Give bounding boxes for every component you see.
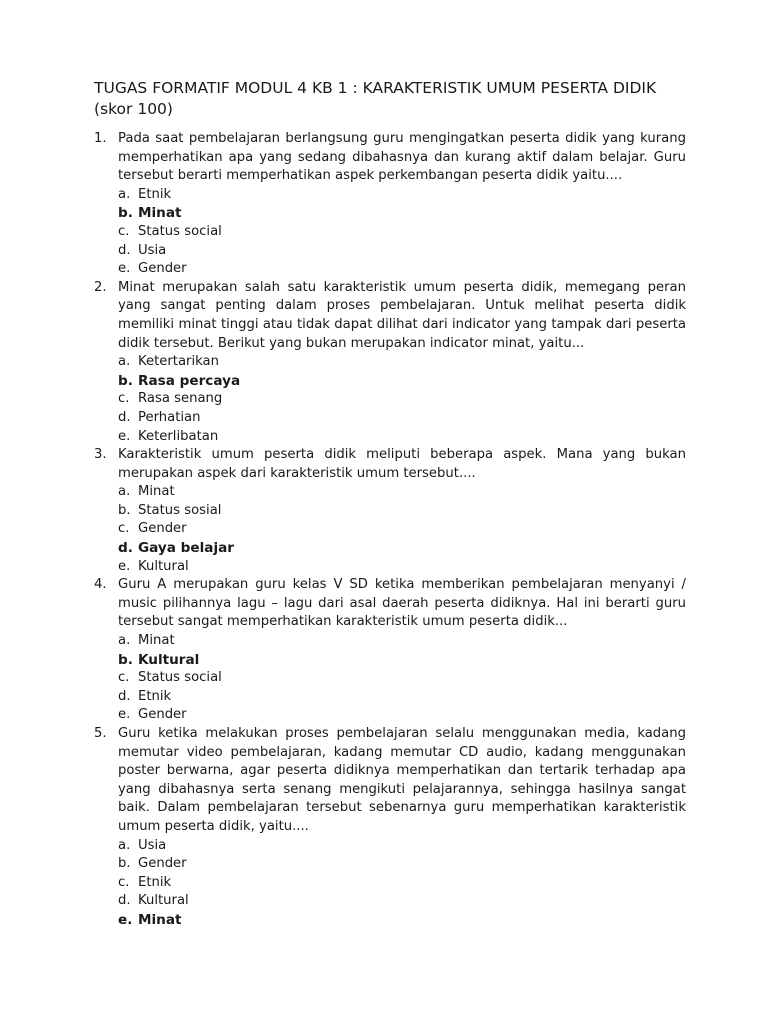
document-title: TUGAS FORMATIF MODUL 4 KB 1 : KARAKTERISTIK UMUM PESERTA DIDIK (skor 100) [94, 79, 657, 118]
question-number: 3. [94, 447, 107, 463]
question-text: Karakteristik umum peserta didik meliputi beberapa aspek. Mana yang bukan merupakan aspek dari karakteristik umum tersebut.... [118, 447, 686, 481]
option-c [118, 669, 686, 688]
question-5 [94, 725, 686, 930]
option-letter: a. [118, 354, 131, 370]
option-list [118, 186, 686, 279]
question-1 [94, 130, 686, 279]
option-list [118, 837, 686, 930]
question-text: Guru A merupakan guru kelas V SD ketika memberikan pembelajaran menyanyi / music pilihannya lagu – lagu dari asal daerah peserta didiknya. Hal ini berarti guru tersebut sangat memperhatikan karakteristik umum peserta didik... [118, 577, 686, 630]
option-a [118, 186, 686, 205]
option-text: Etnik [138, 874, 172, 890]
option-c [118, 390, 686, 409]
option-text: Status social [138, 670, 222, 686]
option-e [118, 558, 686, 577]
option-d-answer [118, 539, 686, 558]
option-text: Kultural [138, 893, 189, 909]
option-letter: e. [118, 428, 131, 444]
option-text: Keterlibatan [138, 428, 219, 444]
question-number: 2. [94, 279, 107, 295]
option-d [118, 892, 686, 911]
option-d [118, 688, 686, 707]
option-list [118, 483, 686, 576]
option-e [118, 428, 686, 447]
question-text: Minat merupakan salah satu karakteristik umum peserta didik, memegang peran yang sangat penting dalam proses pembelajaran. Untuk melihat peserta didik memiliki minat tinggi atau tidak dapat dilihat dari indicator yang tampak dari peserta didik tersebut. Berikut yang bukan merupakan indicator minat, yaitu... [118, 279, 686, 351]
option-b-answer [118, 651, 686, 670]
question-text: Pada saat pembelajaran berlangsung guru mengingatkan peserta didik yang kurang memperhatikan apa yang sedang dibahasnya dan kurang aktif dalam belajar. Guru tersebut berarti memperhatikan aspek perkembangan peserta didik yaitu.... [118, 131, 686, 184]
option-e [118, 260, 686, 279]
option-d [118, 409, 686, 428]
option-text: Etnik [138, 186, 172, 202]
option-text: Status social [138, 223, 222, 239]
option-b-answer [118, 204, 686, 223]
option-text: Gender [138, 707, 187, 723]
option-b [118, 502, 686, 521]
option-a [118, 837, 686, 856]
option-b [118, 855, 686, 874]
option-letter: c. [118, 521, 130, 537]
document-page [94, 78, 686, 930]
option-letter: a. [118, 837, 131, 853]
option-d [118, 242, 686, 261]
question-2 [94, 279, 686, 446]
option-text: Perhatian [138, 409, 201, 425]
option-text: Kultural [138, 558, 189, 574]
option-text: Rasa senang [138, 391, 223, 407]
option-b-answer [118, 372, 686, 391]
option-text: Ketertarikan [138, 354, 219, 370]
option-text: Etnik [138, 688, 172, 704]
option-text: Gender [138, 856, 187, 872]
option-letter: b. [118, 856, 131, 872]
option-c [118, 223, 686, 242]
option-list [118, 632, 686, 725]
option-letter: c. [118, 670, 130, 686]
option-letter: a. [118, 633, 131, 649]
option-letter: a. [118, 186, 131, 202]
option-text: Gender [138, 261, 187, 277]
option-text: Minat [138, 911, 182, 928]
option-letter: e. [118, 558, 131, 574]
question-3 [94, 446, 686, 576]
option-letter: e. [118, 911, 133, 928]
option-letter: e. [118, 261, 131, 277]
question-number: 1. [94, 131, 107, 146]
option-a [118, 483, 686, 502]
option-text: Kultural [138, 651, 200, 668]
option-c [118, 520, 686, 539]
option-text: Minat [138, 484, 175, 500]
option-letter: b. [118, 502, 131, 518]
option-a [118, 632, 686, 651]
option-text: Minat [138, 205, 182, 222]
option-a [118, 353, 686, 372]
option-text: Status sosial [138, 502, 222, 518]
option-text: Rasa percaya [138, 372, 241, 389]
option-text: Minat [138, 633, 175, 649]
option-letter: c. [118, 223, 130, 239]
question-text: Guru ketika melakukan proses pembelajaran selalu menggunakan media, kadang memutar video pembelajaran, kadang memutar CD audio, kadang menggunakan poster berwarna, agar peserta didiknya memperhatikan dan tertarik terhadap apa yang dibahasnya serta senang mengikuti pelajarannya, sehingga hasilnya sangat baik. Dalam pembelajaran tersebut sebenarnya guru memperhatikan karakteristik umum peserta didik, yaitu.... [118, 726, 686, 834]
option-letter: b. [118, 651, 133, 668]
question-number: 4. [94, 577, 107, 593]
option-letter: c. [118, 391, 130, 407]
option-e-answer [118, 911, 686, 930]
option-letter: d. [118, 688, 131, 704]
option-letter: d. [118, 893, 131, 909]
option-text: Usia [138, 242, 167, 258]
option-letter: a. [118, 484, 131, 500]
option-letter: b. [118, 372, 133, 389]
option-c [118, 874, 686, 893]
option-e [118, 706, 686, 725]
option-text: Gaya belajar [138, 540, 234, 557]
option-letter: b. [118, 205, 133, 222]
option-letter: d. [118, 409, 131, 425]
question-number: 5. [94, 726, 107, 741]
option-text: Gender [138, 521, 187, 537]
question-4 [94, 576, 686, 725]
option-letter: e. [118, 707, 131, 723]
option-letter: d. [118, 540, 133, 557]
option-letter: c. [118, 874, 130, 890]
option-list [118, 353, 686, 446]
option-letter: d. [118, 242, 131, 258]
option-text: Usia [138, 837, 167, 853]
